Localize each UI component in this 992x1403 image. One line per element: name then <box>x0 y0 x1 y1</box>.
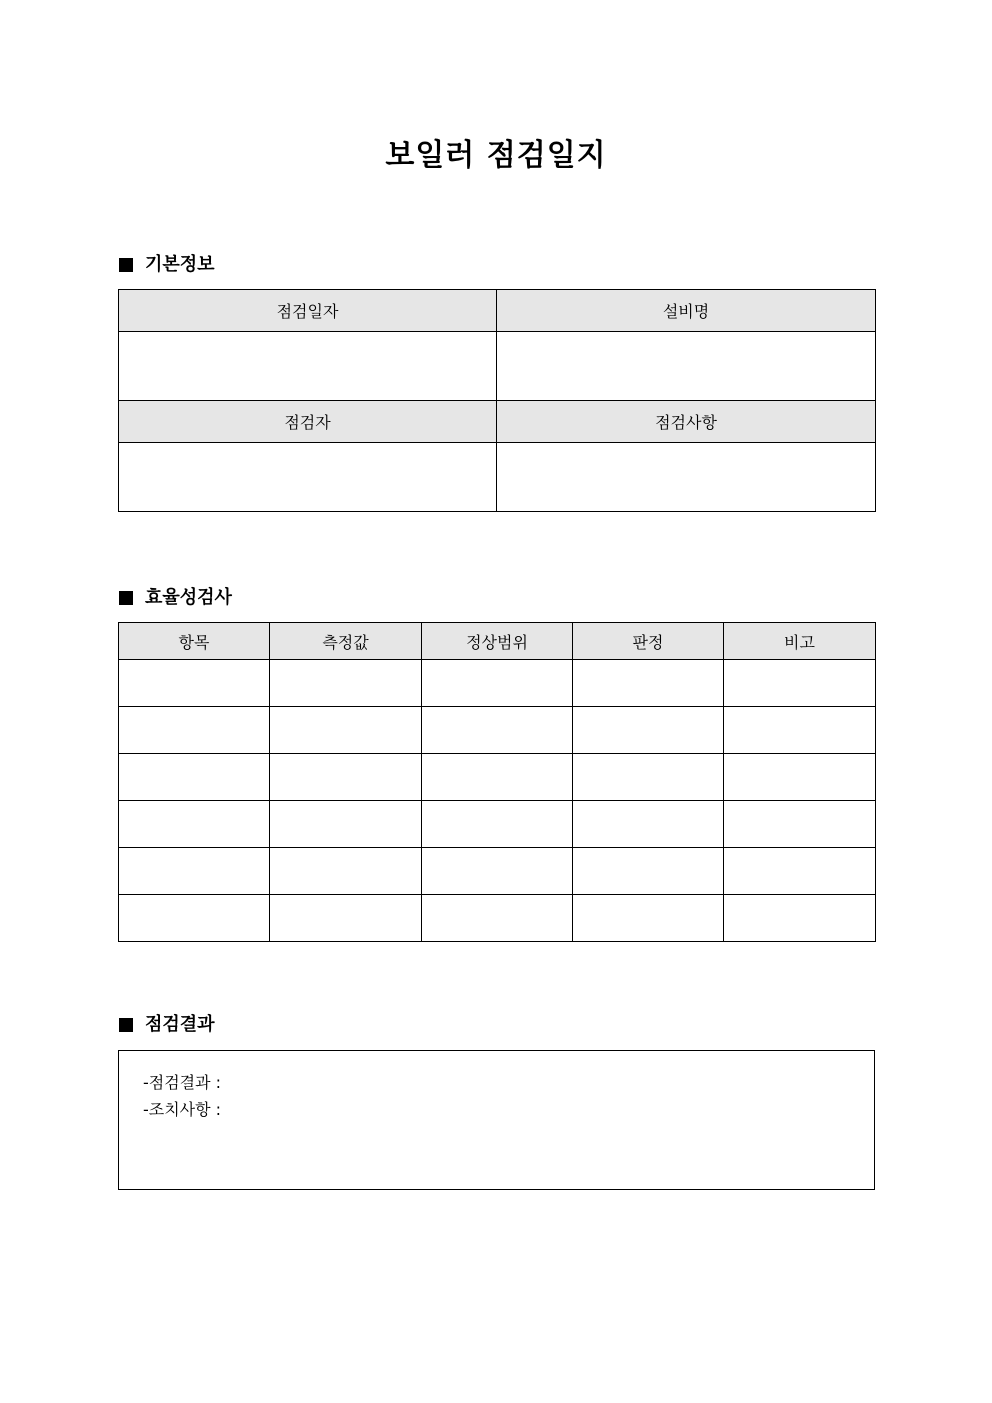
table-cell[interactable] <box>422 848 573 895</box>
inspector-field[interactable] <box>119 443 497 512</box>
table-cell[interactable] <box>422 707 573 754</box>
table-cell[interactable] <box>270 707 422 754</box>
table-cell[interactable] <box>119 660 270 707</box>
table-cell[interactable] <box>573 801 724 848</box>
inspection-result-heading-text: 점검결과 <box>145 1014 215 1035</box>
inspection-result-box[interactable] <box>118 1050 875 1190</box>
column-header-judgment: 판정 <box>573 623 724 660</box>
efficiency-test-heading <box>119 586 232 610</box>
table-cell[interactable] <box>573 895 724 942</box>
table-cell[interactable] <box>724 660 876 707</box>
table-cell[interactable] <box>724 801 876 848</box>
page-title: 보일러 점검일지 <box>385 138 607 173</box>
inspection-date-label: 점검일자 <box>119 290 497 332</box>
inspection-date-field[interactable] <box>119 332 497 401</box>
table-row <box>119 848 876 895</box>
table-row <box>119 895 876 942</box>
table-row <box>119 660 876 707</box>
table-row <box>119 754 876 801</box>
table-cell[interactable] <box>422 895 573 942</box>
black-square-icon <box>119 1018 133 1032</box>
equipment-name-field[interactable] <box>497 332 876 401</box>
table-cell[interactable] <box>270 895 422 942</box>
table-cell[interactable] <box>119 801 270 848</box>
table-cell[interactable] <box>422 660 573 707</box>
table-cell[interactable] <box>573 848 724 895</box>
table-cell[interactable] <box>724 754 876 801</box>
basic-info-heading <box>119 253 215 277</box>
table-cell[interactable] <box>573 660 724 707</box>
black-square-icon <box>119 591 133 605</box>
table-cell[interactable] <box>573 707 724 754</box>
column-header-measured-value: 측정값 <box>270 623 422 660</box>
table-cell[interactable] <box>119 895 270 942</box>
table-cell[interactable] <box>119 848 270 895</box>
table-cell[interactable] <box>119 754 270 801</box>
column-header-item: 항목 <box>119 623 270 660</box>
basic-info-heading-text: 기본정보 <box>145 254 215 275</box>
inspection-result-heading <box>119 1013 215 1037</box>
table-cell[interactable] <box>422 801 573 848</box>
table-cell[interactable] <box>724 895 876 942</box>
table-row <box>119 801 876 848</box>
table-cell[interactable] <box>270 848 422 895</box>
equipment-name-label: 설비명 <box>497 290 876 332</box>
table-cell[interactable] <box>270 801 422 848</box>
table-cell[interactable] <box>724 707 876 754</box>
efficiency-test-heading-text: 효율성검사 <box>145 587 232 608</box>
efficiency-test-table <box>118 622 876 942</box>
inspection-items-label: 점검사항 <box>497 401 876 443</box>
black-square-icon <box>119 258 133 272</box>
table-cell[interactable] <box>422 754 573 801</box>
table-cell[interactable] <box>119 707 270 754</box>
table-cell[interactable] <box>270 660 422 707</box>
inspection-result-line: -점검결과 : <box>143 1073 222 1092</box>
column-header-normal-range: 정상범위 <box>422 623 573 660</box>
table-cell[interactable] <box>270 754 422 801</box>
basic-info-table <box>118 289 876 512</box>
column-header-remarks: 비고 <box>724 623 876 660</box>
table-cell[interactable] <box>573 754 724 801</box>
table-row <box>119 707 876 754</box>
table-cell[interactable] <box>724 848 876 895</box>
inspection-items-field[interactable] <box>497 443 876 512</box>
corrective-action-line: -조치사항 : <box>143 1100 222 1119</box>
inspector-label: 점검자 <box>119 401 497 443</box>
